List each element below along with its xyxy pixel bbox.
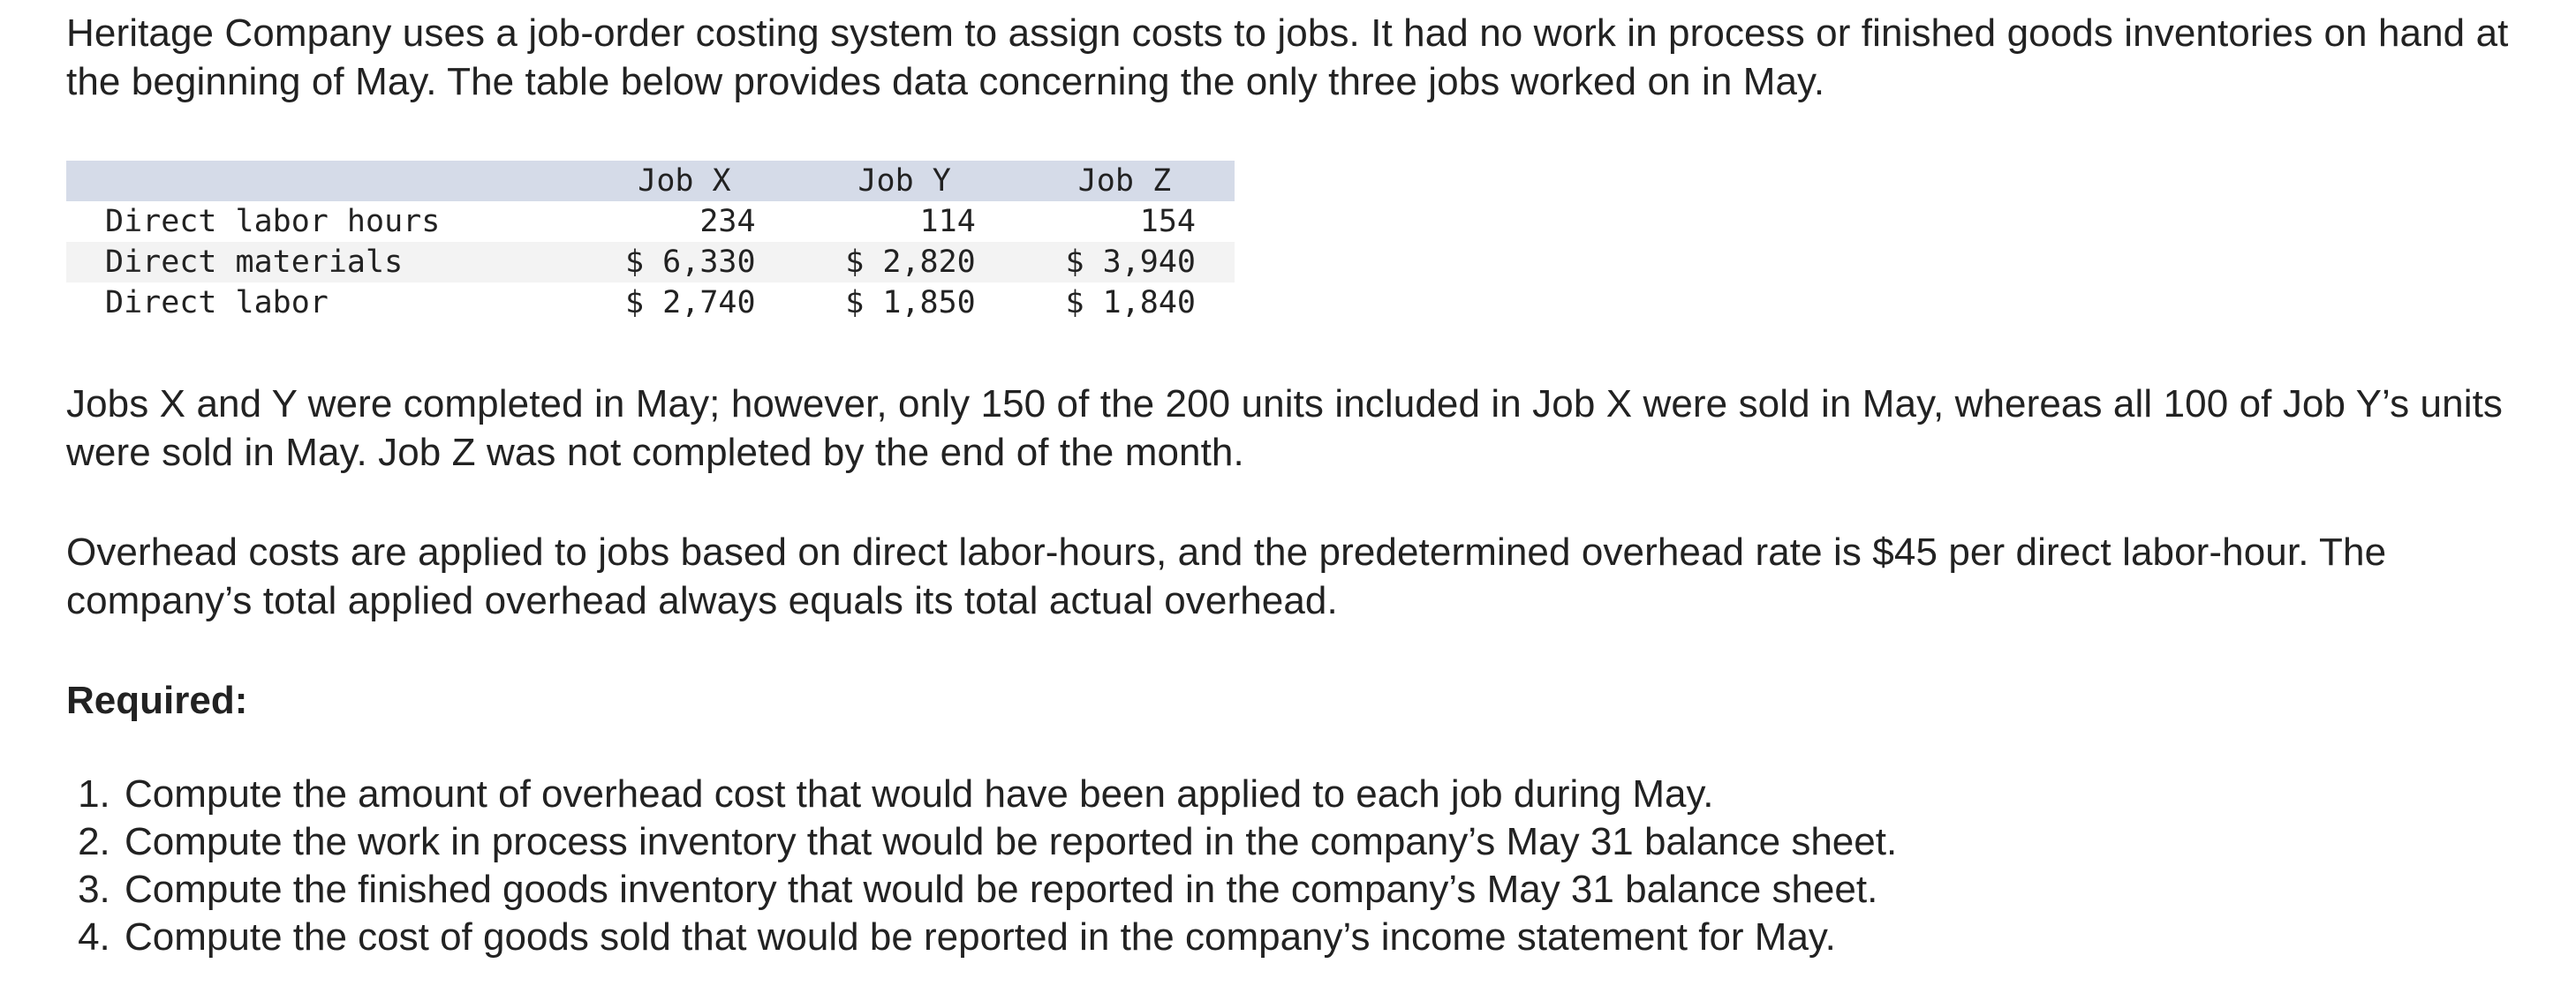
- job-data-table: [66, 161, 1235, 323]
- header-blank-cell: [66, 161, 574, 201]
- row-label-direct-materials: Direct materials: [105, 245, 404, 280]
- cell-value: $ 1,850: [845, 285, 976, 320]
- list-item: 2. Compute the work in process inventory that would be reported in the company’s May 31 balance sheet.: [121, 818, 2548, 866]
- requirements-list: [66, 771, 2548, 961]
- column-header-job-z: Job Z: [1077, 163, 1172, 199]
- list-item: 1. Compute the amount of overhead cost that would have been applied to each job during May.: [121, 771, 2548, 818]
- required-heading: Required:: [66, 679, 248, 722]
- cell-value: 234: [699, 204, 756, 239]
- completion-paragraph: Jobs X and Y were completed in May; however, only 150 of the 200 units included in Job X were sold in May, whereas all 100 of Job Y’s units were sold in May. Job Z was not completed by the end of the month.: [66, 382, 2504, 474]
- cell-value: $ 1,840: [1065, 285, 1196, 320]
- column-header-job-y: Job Y: [857, 163, 951, 199]
- problem-content: [66, 9, 2548, 961]
- cell-value: $ 2,820: [845, 245, 976, 280]
- table-row: [66, 242, 1235, 282]
- table-row: [66, 282, 1235, 323]
- cell-value: 154: [1139, 204, 1196, 239]
- list-item: 4. Compute the cost of goods sold that would be reported in the company’s income statement for May.: [121, 914, 2548, 961]
- cell-value: $ 6,330: [625, 245, 756, 280]
- row-label-direct-labor: Direct labor: [105, 285, 329, 320]
- column-header-job-x: Job X: [638, 163, 731, 199]
- cell-value: 114: [919, 204, 976, 239]
- cell-value: $ 3,940: [1065, 245, 1196, 280]
- cell-value: $ 2,740: [625, 285, 756, 320]
- intro-paragraph: Heritage Company uses a job-order costing system to assign costs to jobs. It had no work in process or finished goods inventories on hand at the beginning of May. The table below provides data concerning the only three jobs worked on in May.: [66, 11, 2509, 103]
- overhead-paragraph: Overhead costs are applied to jobs based on direct labor-hours, and the predetermined overhead rate is $45 per direct labor-hour. The company’s total applied overhead always equals its total actual overhead.: [66, 531, 2387, 622]
- list-item: 3. Compute the finished goods inventory that would be reported in the company’s May 31 balance sheet.: [121, 866, 2548, 914]
- table-row: [66, 201, 1235, 242]
- row-label-direct-labor-hours: Direct labor hours: [105, 204, 441, 239]
- table-header-row: [66, 161, 1235, 201]
